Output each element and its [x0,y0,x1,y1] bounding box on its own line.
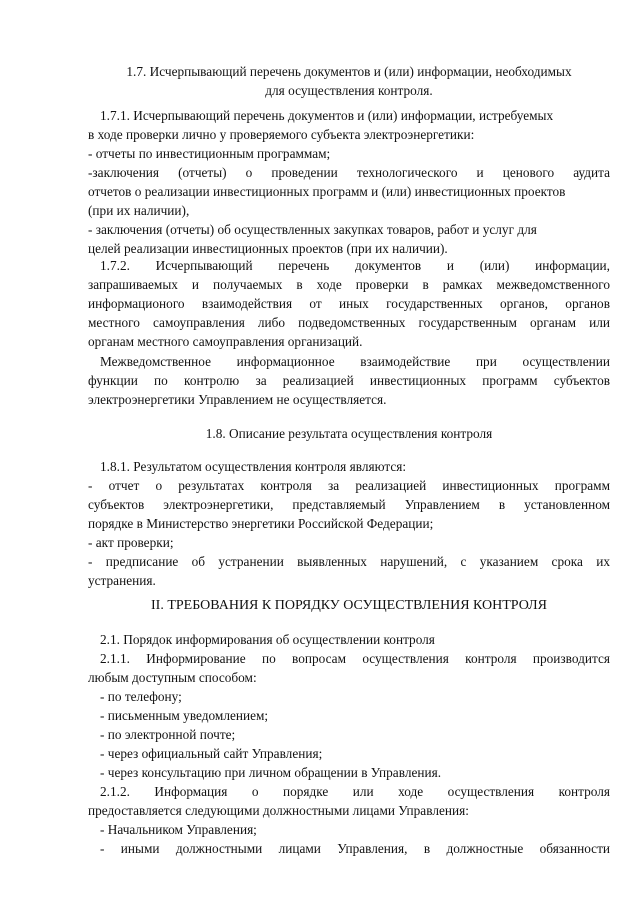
text-line: в ходе проверки лично у проверяемого субъекта электроэнергетики: [88,127,475,142]
section-2-heading [88,596,610,615]
heading-line: для осуществления контроля. [265,83,433,98]
text-line: - через официальный сайт Управления; [100,746,323,761]
text-line: 1.7.2. Исчерпывающий перечень документов и (или) информации, [100,258,610,273]
heading-line: 1.7. Исчерпывающий перечень документов и (или) информации, необходимых [126,64,572,79]
text-line: Межведомственное информационное взаимодействие при осуществлении [100,354,610,369]
text-line: - Начальником Управления; [100,822,257,837]
heading-line: II. ТРЕБОВАНИЯ К ПОРЯДКУ ОСУЩЕСТВЛЕНИЯ КОНТРОЛЯ [151,598,547,613]
text-line: 2.1.2. Информация о порядке или ходе осуществления контроля [100,784,610,799]
text-line: - отчеты по инвестиционным программам; [88,146,331,161]
section-1-7-heading [88,62,610,100]
text-line: запрашиваемых и получаемых в ходе проверки в рамках межведомственного [88,277,610,292]
text-line: - через консультацию при личном обращении в Управления. [100,765,442,780]
text-line: -заключения (отчеты) о проведении технологического и ценового аудита [88,165,610,180]
text-line: 1.7.1. Исчерпывающий перечень документов и (или) информации, истребуемых [100,108,554,123]
text-line: отчетов о реализации инвестиционных программ и (или) инвестиционных проектов [88,184,566,199]
text-line: - заключения (отчеты) об осуществленных закупках товаров, работ и услуг для [88,222,537,237]
text-line: - письменным уведомлением; [100,708,269,723]
text-line: - иными должностными лицами Управления, в должностные обязанности [100,841,610,856]
heading-line: 1.8. Описание результата осуществления контроля [205,426,493,441]
text-line: электроэнергетики Управлением не осуществляется. [88,392,387,407]
text-line: целей реализации инвестиционных проектов (при их наличии). [88,241,448,256]
text-line: 2.1. Порядок информирования об осуществлении контроля [100,632,435,647]
text-line: 1.8.1. Результатом осуществления контроля являются: [100,459,407,474]
paragraph-2-1 [88,630,610,858]
text-line: субъектов электроэнергетики, представляемый Управлением в установленном [88,497,610,512]
text-line: - по телефону; [100,689,182,704]
text-line: местного самоуправления либо подведомственных государственным органам или [88,315,610,330]
section-1-8-heading [88,424,610,443]
text-line: любым доступным способом: [88,670,257,685]
text-line: информационого взаимодействия от иных государственных органов, органов [88,296,610,311]
text-line: органам местного самоуправления организаций. [88,334,363,349]
text-line: - предписание об устранении выявленных нарушений, с указанием срока их [88,554,610,569]
text-line: предоставляется следующими должностными лицами Управления: [88,803,469,818]
paragraph-1-7-2 [88,256,610,351]
text-line: (при их наличии), [88,203,190,218]
text-line: 2.1.1. Информирование по вопросам осуществления контроля производится [100,651,610,666]
text-line: - по электронной почте; [100,727,236,742]
paragraph-1-7-1 [88,106,610,258]
text-line: - акт проверки; [88,535,174,550]
paragraph-interagency [88,352,610,409]
text-line: функции по контролю за реализацией инвестиционных программ субъектов [88,373,610,388]
text-line: порядке в Министерство энергетики Российской Федерации; [88,516,434,531]
paragraph-1-8-1 [88,457,610,590]
text-line: устранения. [88,573,156,588]
text-line: - отчет о результатах контроля за реализацией инвестиционных программ [88,478,610,493]
